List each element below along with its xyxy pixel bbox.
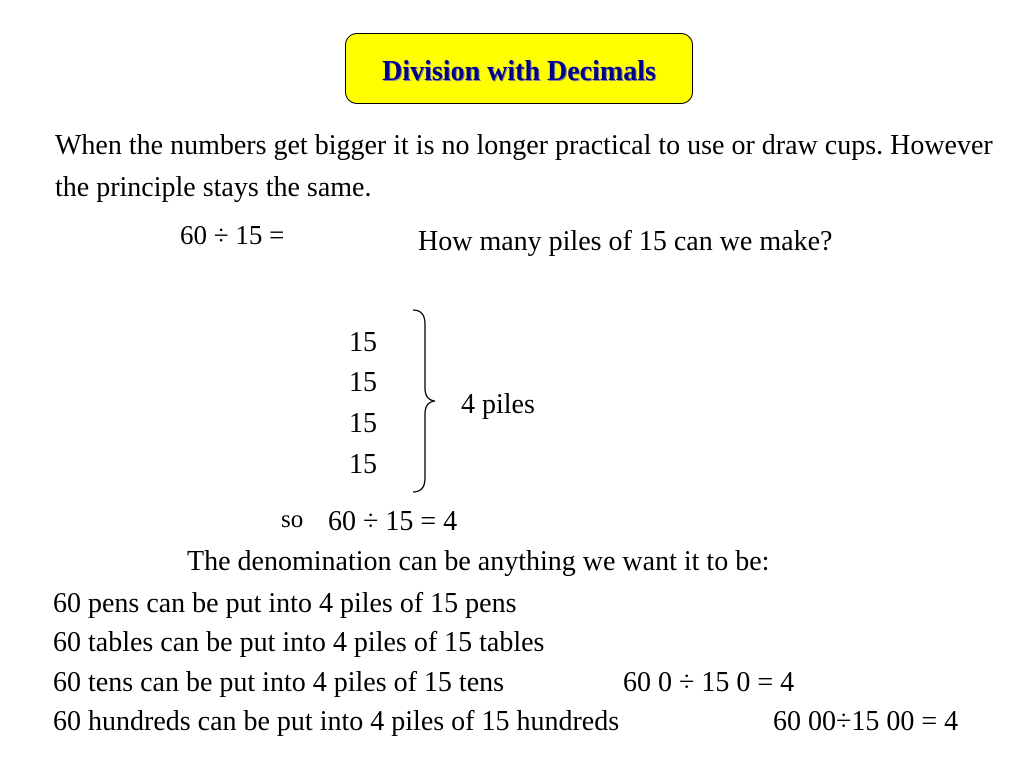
pile-item: 15 [349,367,377,398]
so-label: so [281,506,304,533]
question-equation: 60 ÷ 15 = [180,220,285,250]
example-line: 60 tens can be put into 4 piles of 15 tens [53,667,505,698]
denomination-heading: The denomination can be anything we want it to be: [187,546,770,577]
pile-item: 15 [349,449,377,480]
question-prompt: How many piles of 15 can we make? [418,226,833,257]
example-line: 60 tables can be put into 4 piles of 15 tables [53,627,545,658]
right-brace-icon [405,308,440,494]
example-line: 60 hundreds can be put into 4 piles of 15 hundreds [53,706,620,737]
intro-paragraph: When the numbers get bigger it is no longer practical to use or draw cups. However the principle stays the same. [55,130,993,203]
pile-item: 15 [349,327,377,358]
example-equation: 60 0 ÷ 15 0 = 4 [623,667,795,698]
brace-label: 4 piles [461,389,535,420]
example-line: 60 pens can be put into 4 piles of 15 pens [53,588,517,619]
example-equation: 60 00÷15 00 = 4 [773,706,959,737]
pile-item: 15 [349,408,377,439]
page-title: Division with Decimals [382,56,656,87]
title-box [345,33,693,104]
result-equation: 60 ÷ 15 = 4 [328,506,458,537]
